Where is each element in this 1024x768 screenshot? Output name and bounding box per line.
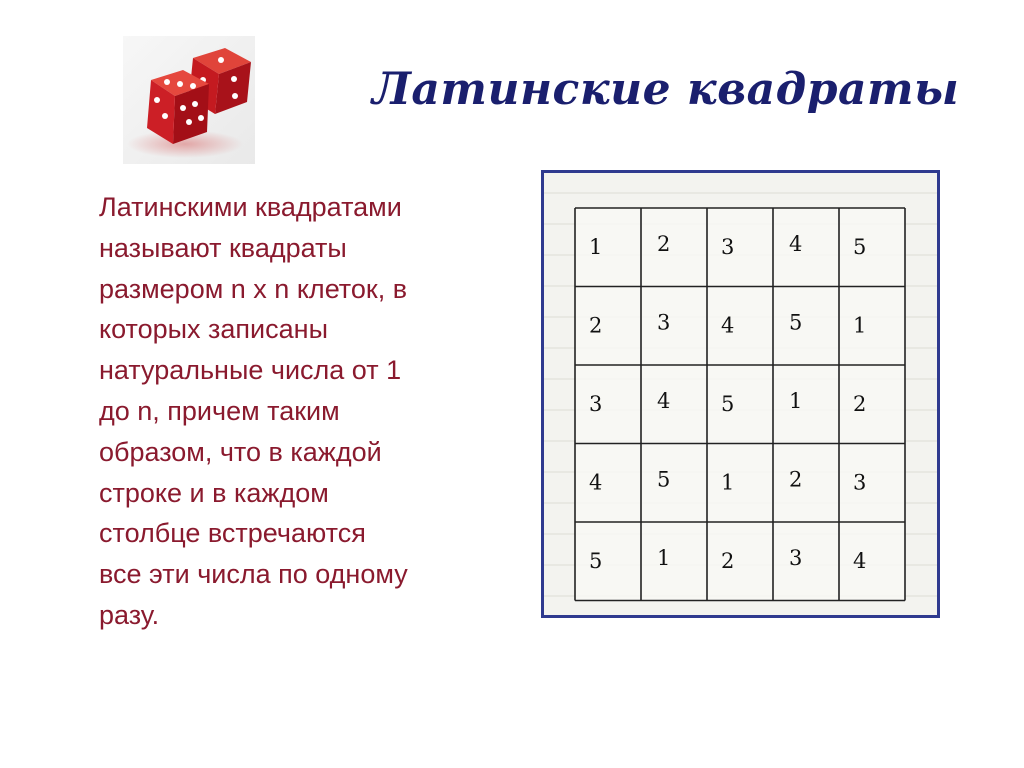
definition-text bbox=[99, 187, 519, 636]
grid-cell-value: 1 bbox=[589, 235, 603, 259]
definition-line: все эти числа по одному bbox=[99, 559, 408, 590]
grid-cell-value: 3 bbox=[589, 392, 603, 416]
definition-line: Латинскими квадратами bbox=[99, 192, 402, 222]
grid-cell-value: 5 bbox=[853, 235, 867, 259]
grid-cell-value: 2 bbox=[657, 232, 671, 256]
grid-cell-value: 5 bbox=[721, 392, 735, 416]
grid-cell-value: 5 bbox=[789, 310, 803, 335]
grid-cell-value: 2 bbox=[721, 549, 735, 573]
grid-cell-value: 1 bbox=[789, 389, 803, 413]
grid-cell-value: 4 bbox=[853, 549, 867, 573]
grid-cell-value: 1 bbox=[853, 313, 867, 338]
definition-line: натуральные числа от 1 bbox=[99, 355, 402, 386]
definition-line: до n, причем таким bbox=[99, 395, 340, 426]
grid-cell-value: 4 bbox=[721, 313, 735, 338]
grid-cell-value: 3 bbox=[657, 310, 671, 335]
grid-cell-value: 2 bbox=[789, 467, 803, 492]
slide-title: Латинские квадраты bbox=[372, 64, 960, 115]
latin-square-image bbox=[541, 170, 940, 618]
definition-line: которых записаны bbox=[99, 314, 328, 345]
definition-line: размером n x n клеток, в bbox=[99, 273, 408, 304]
grid-cell-value: 1 bbox=[657, 546, 671, 570]
definition-line: называют квадраты bbox=[99, 232, 347, 263]
grid-cell-value: 5 bbox=[589, 549, 603, 573]
grid-cell-value: 4 bbox=[657, 389, 671, 413]
grid-cell-value: 3 bbox=[721, 235, 735, 259]
grid-cell-value: 1 bbox=[721, 470, 735, 495]
grid-cell-value: 2 bbox=[589, 313, 603, 338]
grid-cell-value: 4 bbox=[789, 232, 803, 256]
grid-cell-value: 3 bbox=[789, 546, 803, 570]
definition-line: разу. bbox=[99, 599, 160, 630]
grid-cell-value: 4 bbox=[589, 470, 603, 495]
latin-square-grid bbox=[544, 173, 937, 615]
definition-line: образом, что в каждой bbox=[99, 436, 382, 467]
grid-cell-value: 2 bbox=[853, 392, 867, 416]
dice-icon bbox=[123, 36, 255, 164]
grid-cell-value: 5 bbox=[657, 467, 671, 492]
grid-cell-value: 3 bbox=[853, 470, 867, 495]
definition-line: столбце встречаются bbox=[99, 518, 366, 549]
definition-line: строке и в каждом bbox=[99, 477, 329, 508]
